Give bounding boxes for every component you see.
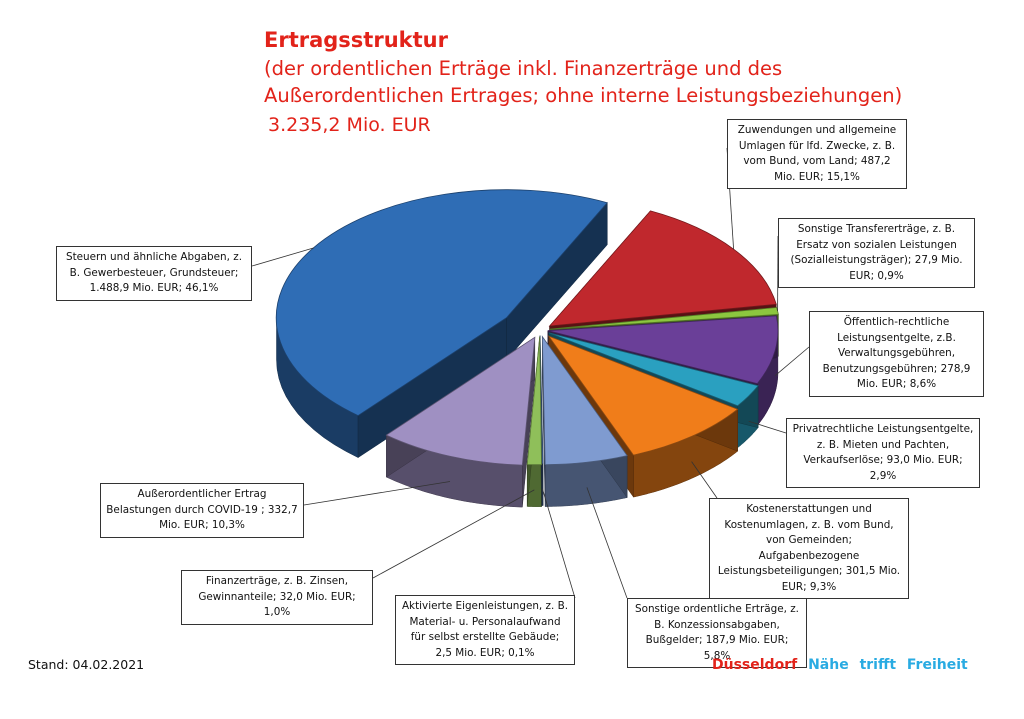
brand-word-trifft: trifft bbox=[859, 657, 897, 673]
brand-word-naehe: Nähe bbox=[808, 657, 849, 673]
label-ausserordentlicher-ertrag: Außerordentlicher Ertrag Belastungen durch COVID-19 ; 332,7 Mio. EUR; 10,3% bbox=[100, 483, 304, 538]
label-transferertraege: Sonstige Transfererträge, z. B. Ersatz von sozialen Leistungen (Sozialleistungsträger); 27,9 Mio. EUR; 0,9% bbox=[778, 218, 975, 288]
label-kostenerstattungen: Kostenerstattungen und Kostenumlagen, z. B. vom Bund, von Gemeinden; Aufgabenbezogene Leistungsbeteiligungen; 301,5 Mio. EUR; 9,3% bbox=[709, 498, 909, 599]
chart-total: 3.235,2 Mio. EUR bbox=[268, 114, 431, 136]
brand-word-freiheit: Freiheit bbox=[906, 657, 968, 673]
brand-slogan bbox=[712, 657, 968, 673]
leader-line-sonstige-ordentliche bbox=[587, 487, 627, 598]
leader-line-ausserordentlicher-ertrag bbox=[304, 482, 450, 506]
label-steuern: Steuern und ähnliche Abgaben, z. B. Gewerbesteuer, Grundsteuer; 1.488,9 Mio. EUR; 46,1% bbox=[56, 246, 252, 301]
chart-title: Ertragsstruktur bbox=[264, 28, 448, 52]
chart-subtitle-line1: (der ordentlichen Erträge inkl. Finanzerträge und des bbox=[264, 57, 783, 80]
label-oeffentlich-rechtliche: Öffentlich-rechtliche Leistungsentgelte, z.B. Verwaltungsgebühren, Benutzungsgebühren; 278,9 Mio. EUR; 8,6% bbox=[809, 311, 984, 397]
stand-date: Stand: 04.02.2021 bbox=[28, 657, 145, 672]
label-finanzertraege: Finanzerträge, z. B. Zinsen, Gewinnanteile; 32,0 Mio. EUR; 1,0% bbox=[181, 570, 373, 625]
label-zuwendungen: Zuwendungen und allgemeine Umlagen für lfd. Zwecke, z. B. vom Bund, vom Land; 487,2 Mio. EUR; 15,1% bbox=[727, 119, 907, 189]
label-sonstige-ordentliche: Sonstige ordentliche Erträge, z. B. Konzessionsabgaben, Bußgelder; 187,9 Mio. EUR; 5,8% bbox=[627, 598, 807, 668]
label-privatrechtliche: Privatrechtliche Leistungsentgelte, z. B. Mieten und Pachten, Verkaufserlöse; 93,0 Mio. EUR; 2,9% bbox=[786, 418, 980, 488]
leader-line-finanzertraege bbox=[373, 490, 534, 578]
leader-line-oeffentlich-rechtliche bbox=[775, 347, 809, 376]
label-aktivierte-eigenleistungen: Aktivierte Eigenleistungen, z. B. Material- u. Personalaufwand für selbst erstellte Gebäude; 2,5 Mio. EUR; 0,1% bbox=[395, 595, 575, 665]
brand-city: Düsseldorf bbox=[712, 657, 798, 673]
chart-subtitle-line2: Außerordentlichen Ertrages; ohne interne Leistungsbeziehungen) bbox=[264, 84, 903, 107]
